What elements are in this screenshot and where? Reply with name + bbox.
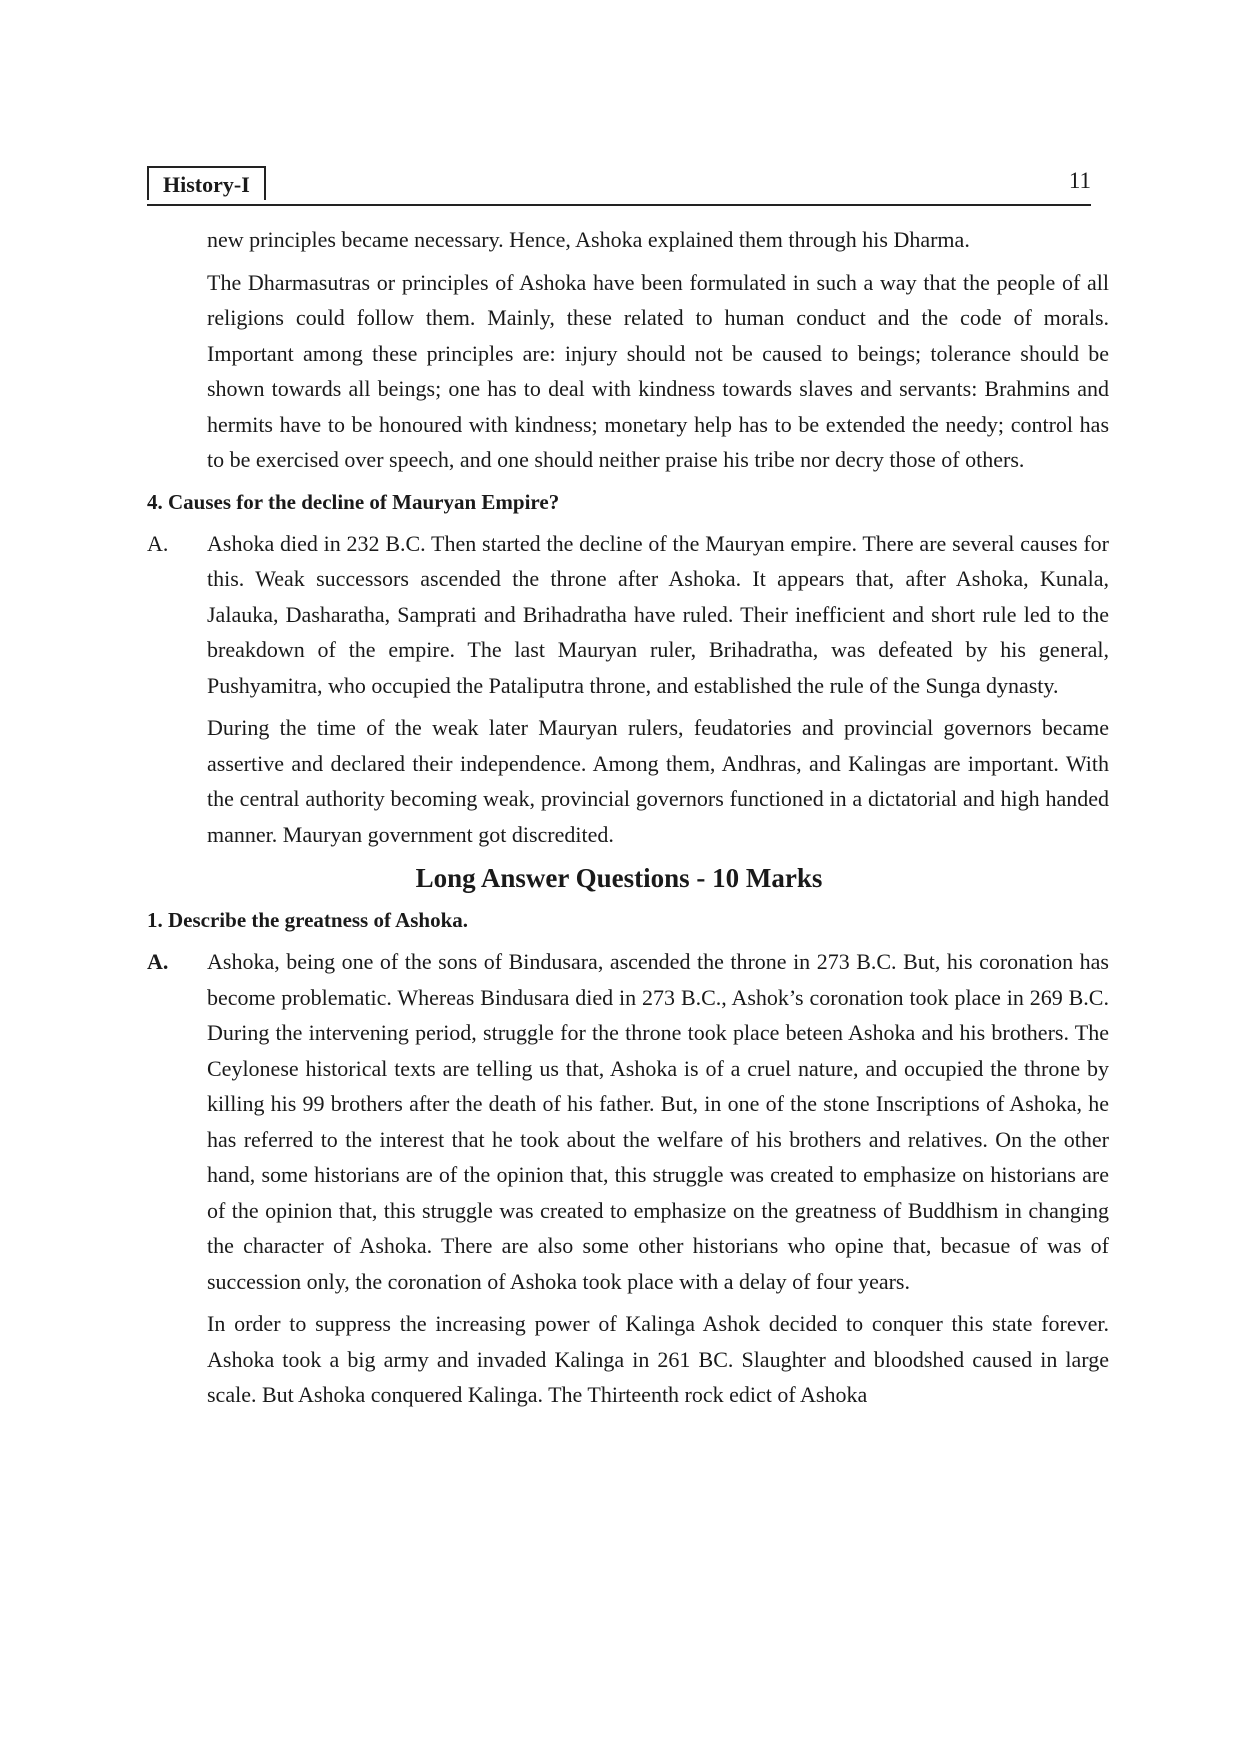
subject-label: History-I: [147, 166, 266, 200]
paragraph: The Dharmasutras or principles of Ashoka have been formulated in such a way that the people of all religions could follow them. Mainly, these related to human conduct and the code of morals. Important among these principles are: injury should not be caused to beings; tolerance should be shown towards all beings; one has to deal with kindness towards slaves and servants: Brahmins and hermits have to be honoured with kindness; monetary help has to be extended the needy; control has to be exercised over speech, and one should neither praise his tribe nor decry those of others.: [207, 269, 1109, 472]
answer-label: A.: [147, 949, 169, 974]
paragraph: During the time of the weak later Mauryan rulers, feudatories and provincial governors became assertive and declared their independence. Among them, Andhras, and Kalingas are important. With the central authority becoming weak, provincial governors functioned in a dictatorial and high handed manner. Mauryan government got discredited.: [207, 715, 1109, 847]
page-content: [147, 222, 1109, 1420]
answer-block: [147, 526, 1109, 853]
question-heading: 1. Describe the greatness of Ashoka.: [147, 908, 469, 932]
paragraph: new principles became necessary. Hence, Ashoka explained them through his Dharma.: [207, 227, 970, 252]
paragraph: In order to suppress the increasing power of Kalinga Ashok decided to conquer this state forever. Ashoka took a big army and invaded Kalinga in 261 BC. Slaughter and bloodshed caused in large scale. But Ashoka conquered Kalinga. The Thirteenth rock edict of Ashoka: [207, 1311, 1109, 1407]
question-heading: 4. Causes for the decline of Mauryan Empire?: [147, 489, 560, 514]
page-header: [147, 166, 1091, 206]
answer-label: A.: [147, 530, 169, 556]
section-title: Long Answer Questions - 10 Marks: [415, 863, 823, 893]
page-number: 11: [1068, 168, 1091, 193]
answer-block: [147, 944, 1109, 1413]
paragraph: Ashoka died in 232 B.C. Then started the decline of the Mauryan empire. There are several causes for this. Weak successors ascended the throne after Ashoka. It appears that, after Ashoka, Kunala, Jalauka, Dasharatha, Samprati and Brihadratha have ruled. Their inefficient and short rule led to the breakdown of the empire. The last Mauryan ruler, Brihadratha, was defeated by his general, Pushyamitra, who occupied the Pataliputra throne, and established the rule of the Sunga dynasty.: [207, 530, 1109, 698]
paragraph: Ashoka, being one of the sons of Bindusara, ascended the throne in 273 B.C. But, his coronation has become problematic. Whereas Bindusara died in 273 B.C., Ashok’s coronation took place in 269 B.C. During the intervening period, struggle for the throne took place beteen Ashoka and his brothers. The Ceylonese historical texts are telling us that, Ashoka is of a cruel nature, and occupied the throne by killing his 99 brothers after the death of his father. But, in one of the stone Inscriptions of Ashoka, he has referred to the interest that he took about the welfare of his brothers and relatives. On the other hand, some historians are of the opinion that, this struggle was created to emphasize on historians are of the opinion that, this struggle was created to emphasize on the greatness of Buddhism in changing the character of Ashoka. There are also some other historians who opine that, becasue of was of succession only, the coronation of Ashoka took place with a delay of four years.: [207, 949, 1109, 1294]
